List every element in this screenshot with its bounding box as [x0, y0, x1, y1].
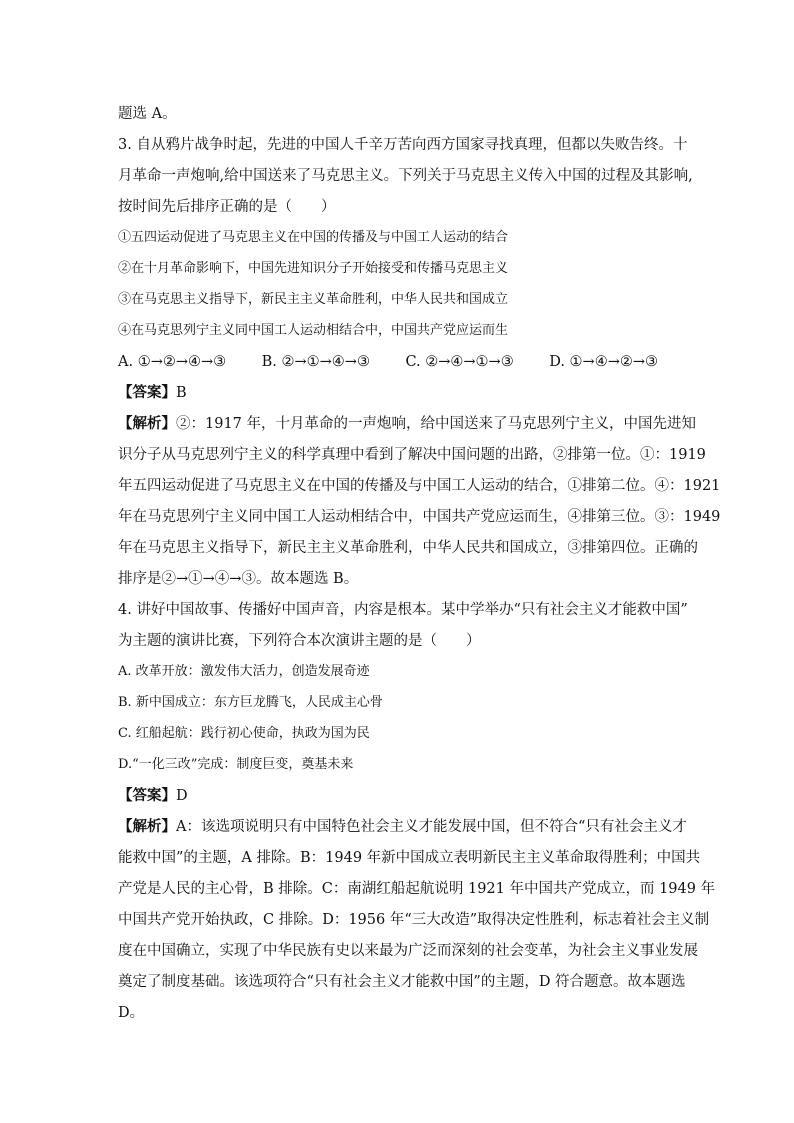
q4-option-c: C. 红船起航：践行初心使命，执政为国为民 [118, 726, 370, 741]
q4-analysis-line-6: 奠定了制度基础。该选项符合“只有社会主义才能救中国”的主题，D 符合题意。故本题选 [118, 974, 686, 990]
q4-analysis-line-7: D。 [118, 1005, 145, 1021]
q4-analysis-line-5: 度在中国确立，实现了中华民族有史以来最为广泛而深刻的社会变革，为社会主义事业发展 [118, 943, 698, 959]
previous-answer-tail: 题选 A。 [118, 106, 177, 122]
q4-answer-value: D [176, 788, 188, 804]
q3-answer-value: B [176, 385, 187, 401]
q3-analysis-line-6: 排序是②→①→④→③。故本题选 B。 [118, 571, 359, 587]
q3-analysis-text-1: ②：1917 年，十月革命的一声炮响，给中国送来了马克思列宁主义，中国先进知 [176, 416, 697, 432]
q4-answer-tag: 【答案】 [118, 787, 176, 804]
q3-analysis-line-4: 年在马克思列宁主义同中国工人运动相结合中，中国共产党应运而生，④排第三位。③：1949 [118, 509, 721, 525]
q4-analysis-line-3: 产党是人民的主心骨，B 排除。C：南湖红船起航说明 1921 年中国共产党成立，而 1949 年 [118, 881, 716, 897]
q3-analysis-tag: 【解析】 [118, 415, 176, 432]
q4-answer [118, 786, 678, 806]
q3-options [118, 352, 658, 372]
q4-analysis-text-1: A：该选项说明只有中国特色社会主义才能发展中国，但不符合“只有社会主义才 [176, 819, 687, 835]
q3-item-4: ④在马克思列宁主义同中国工人运动相结合中，中国共产党应运而生 [118, 323, 509, 338]
q3-answer [118, 383, 678, 403]
q3-option-b: B. ②→①→④→③ [261, 354, 370, 370]
q3-answer-tag: 【答案】 [118, 384, 176, 401]
q3-item-1: ①五四运动促进了马克思主义在中国的传播及与中国工人运动的结合 [118, 230, 509, 245]
q4-analysis-line-1 [118, 817, 687, 837]
q3-stem-line-3: 按时间先后排序正确的是（ ） [118, 199, 336, 215]
q3-item-2: ②在十月革命影响下，中国先进知识分子开始接受和传播马克思主义 [118, 261, 509, 276]
q4-option-d: D.“一化三改”完成：制度巨变，奠基未来 [118, 757, 354, 772]
q4-option-b: B. 新中国成立：东方巨龙腾飞，人民成主心骨 [118, 695, 383, 710]
q4-analysis-line-4: 中国共产党开始执政，C 排除。D：1956 年“三大改造”取得决定性胜利，标志着社会主义制 [118, 912, 710, 928]
q3-analysis-line-5: 年在马克思主义指导下，新民主主义革命胜利，中华人民共和国成立，③排第四位。正确的 [118, 540, 698, 556]
q3-analysis-line-1 [118, 414, 697, 434]
q3-analysis-line-3: 年五四运动促进了马克思主义在中国的传播及与中国工人运动的结合，①排第二位。④：1921 [118, 478, 721, 494]
q3-analysis-line-2: 识分子从马克思列宁主义的科学真理中看到了解决中国问题的出路，②排第一位。①：1919 [118, 447, 706, 463]
q4-stem-line-2: 为主题的演讲比赛，下列符合本次演讲主题的是（ ） [118, 633, 481, 649]
q4-analysis-tag: 【解析】 [118, 818, 176, 835]
q4-analysis-line-2: 能救中国”的主题，A 排除。B：1949 年新中国成立表明新民主主义革命取得胜利；中国共 [118, 850, 701, 866]
q3-stem-line-2: 月革命一声炮响,给中国送来了马克思主义。下列关于马克思主义传入中国的过程及其影响, [118, 168, 693, 184]
q4-option-a: A. 改革开放：激发伟大活力，创造发展奇迹 [118, 664, 370, 679]
q3-option-d: D. ①→④→②→③ [549, 354, 658, 370]
q3-item-3: ③在马克思主义指导下，新民主主义革命胜利，中华人民共和国成立 [118, 292, 509, 307]
q4-stem-line-1: 4. 讲好中国故事、传播好中国声音，内容是根本。某中学举办“只有社会主义才能救中国” [118, 602, 688, 618]
q3-option-a: A. ①→②→④→③ [118, 354, 227, 370]
q3-stem-line-1: 3. 自从鸦片战争时起，先进的中国人千辛万苦向西方国家寻找真理，但都以失败告终。十 [118, 137, 688, 153]
q3-option-c: C. ②→④→①→③ [405, 354, 514, 370]
